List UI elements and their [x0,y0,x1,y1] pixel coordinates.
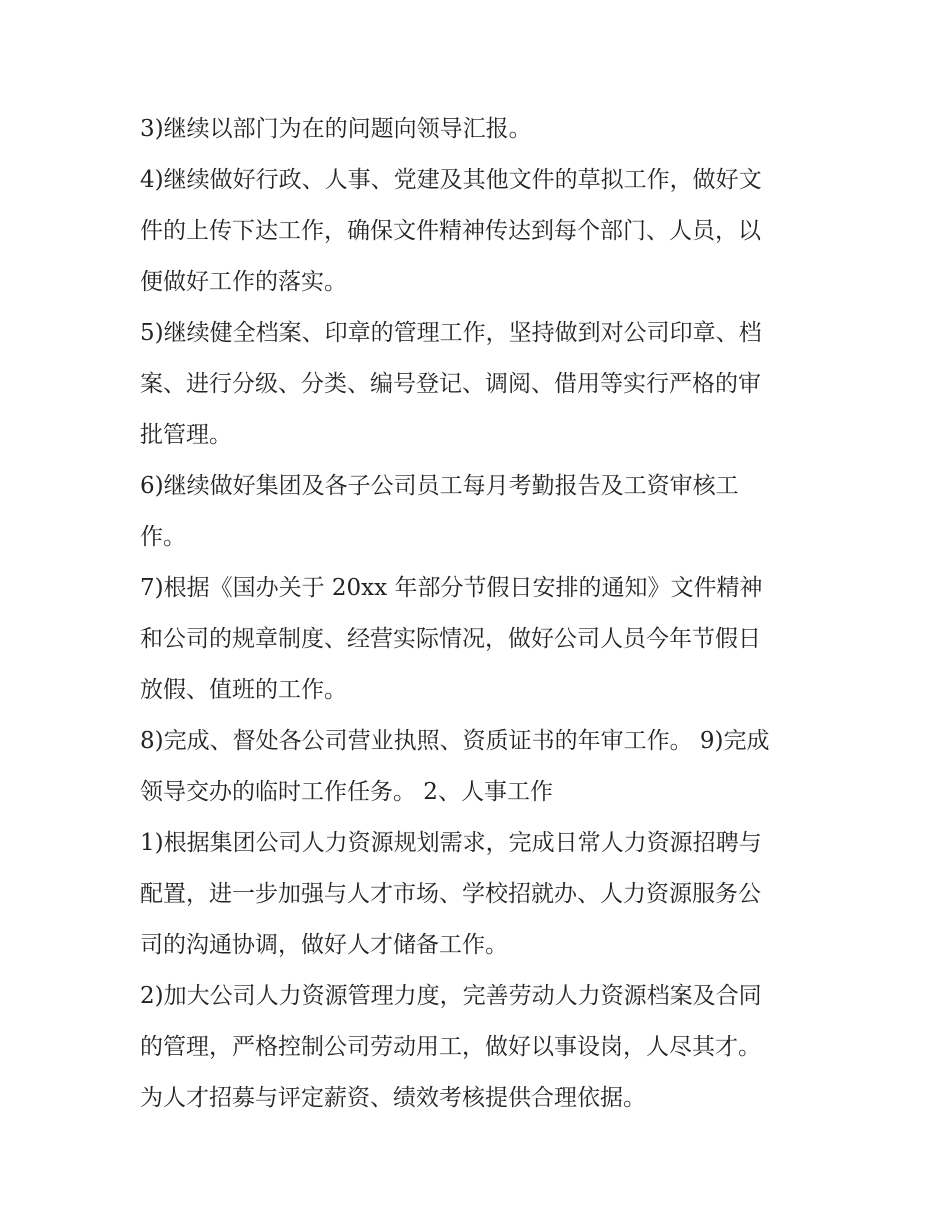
text-line: 4)继续做好行政、人事、党建及其他文件的草拟工作，做好文 [140,167,762,193]
text-line: 2)加大公司人力资源管理力度，完善劳动人力资源档案及合同 [140,983,762,1009]
text-line: 为人才招募与评定薪资、绩效考核提供合理依据。 [140,1085,646,1111]
text-line: 件的上传下达工作，确保文件精神传达到每个部门、人员，以 [140,218,761,244]
text-line: 配置，进一步加强与人才市场、学校招就办、人力资源服务公 [140,881,761,907]
text-line: 批管理。 [140,422,232,448]
text-line: 5)继续健全档案、印章的管理工作，坚持做到对公司印章、档 [140,320,762,346]
document-body [140,104,820,1124]
text-line: 和公司的规章制度、经营实际情况，做好公司人员今年节假日 [140,626,761,652]
text-line: 7)根据《国办关于 20xx 年部分节假日安排的通知》文件精神 [140,575,763,601]
text-line: 1)根据集团公司人力资源规划需求，完成日常人力资源招聘与 [140,830,762,856]
text-line: 便做好工作的落实。 [140,269,347,295]
text-line: 8)完成、督处各公司营业执照、资质证书的年审工作。 9)完成 [140,728,770,754]
text-line: 3)继续以部门为在的问题向领导汇报。 [140,116,532,142]
text-line: 司的沟通协调，做好人才储备工作。 [140,932,508,958]
text-line: 放假、值班的工作。 [140,677,347,703]
text-line: 领导交办的临时工作任务。 2、人事工作 [140,779,553,805]
text-line: 作。 [140,524,186,550]
text-line: 6)继续做好集团及各子公司员工每月考勤报告及工资审核工 [140,473,739,499]
text-line: 案、进行分级、分类、编号登记、调阅、借用等实行严格的审 [140,371,761,397]
text-line: 的管理，严格控制公司劳动用工，做好以事设岗，人尽其才。 [140,1034,761,1060]
